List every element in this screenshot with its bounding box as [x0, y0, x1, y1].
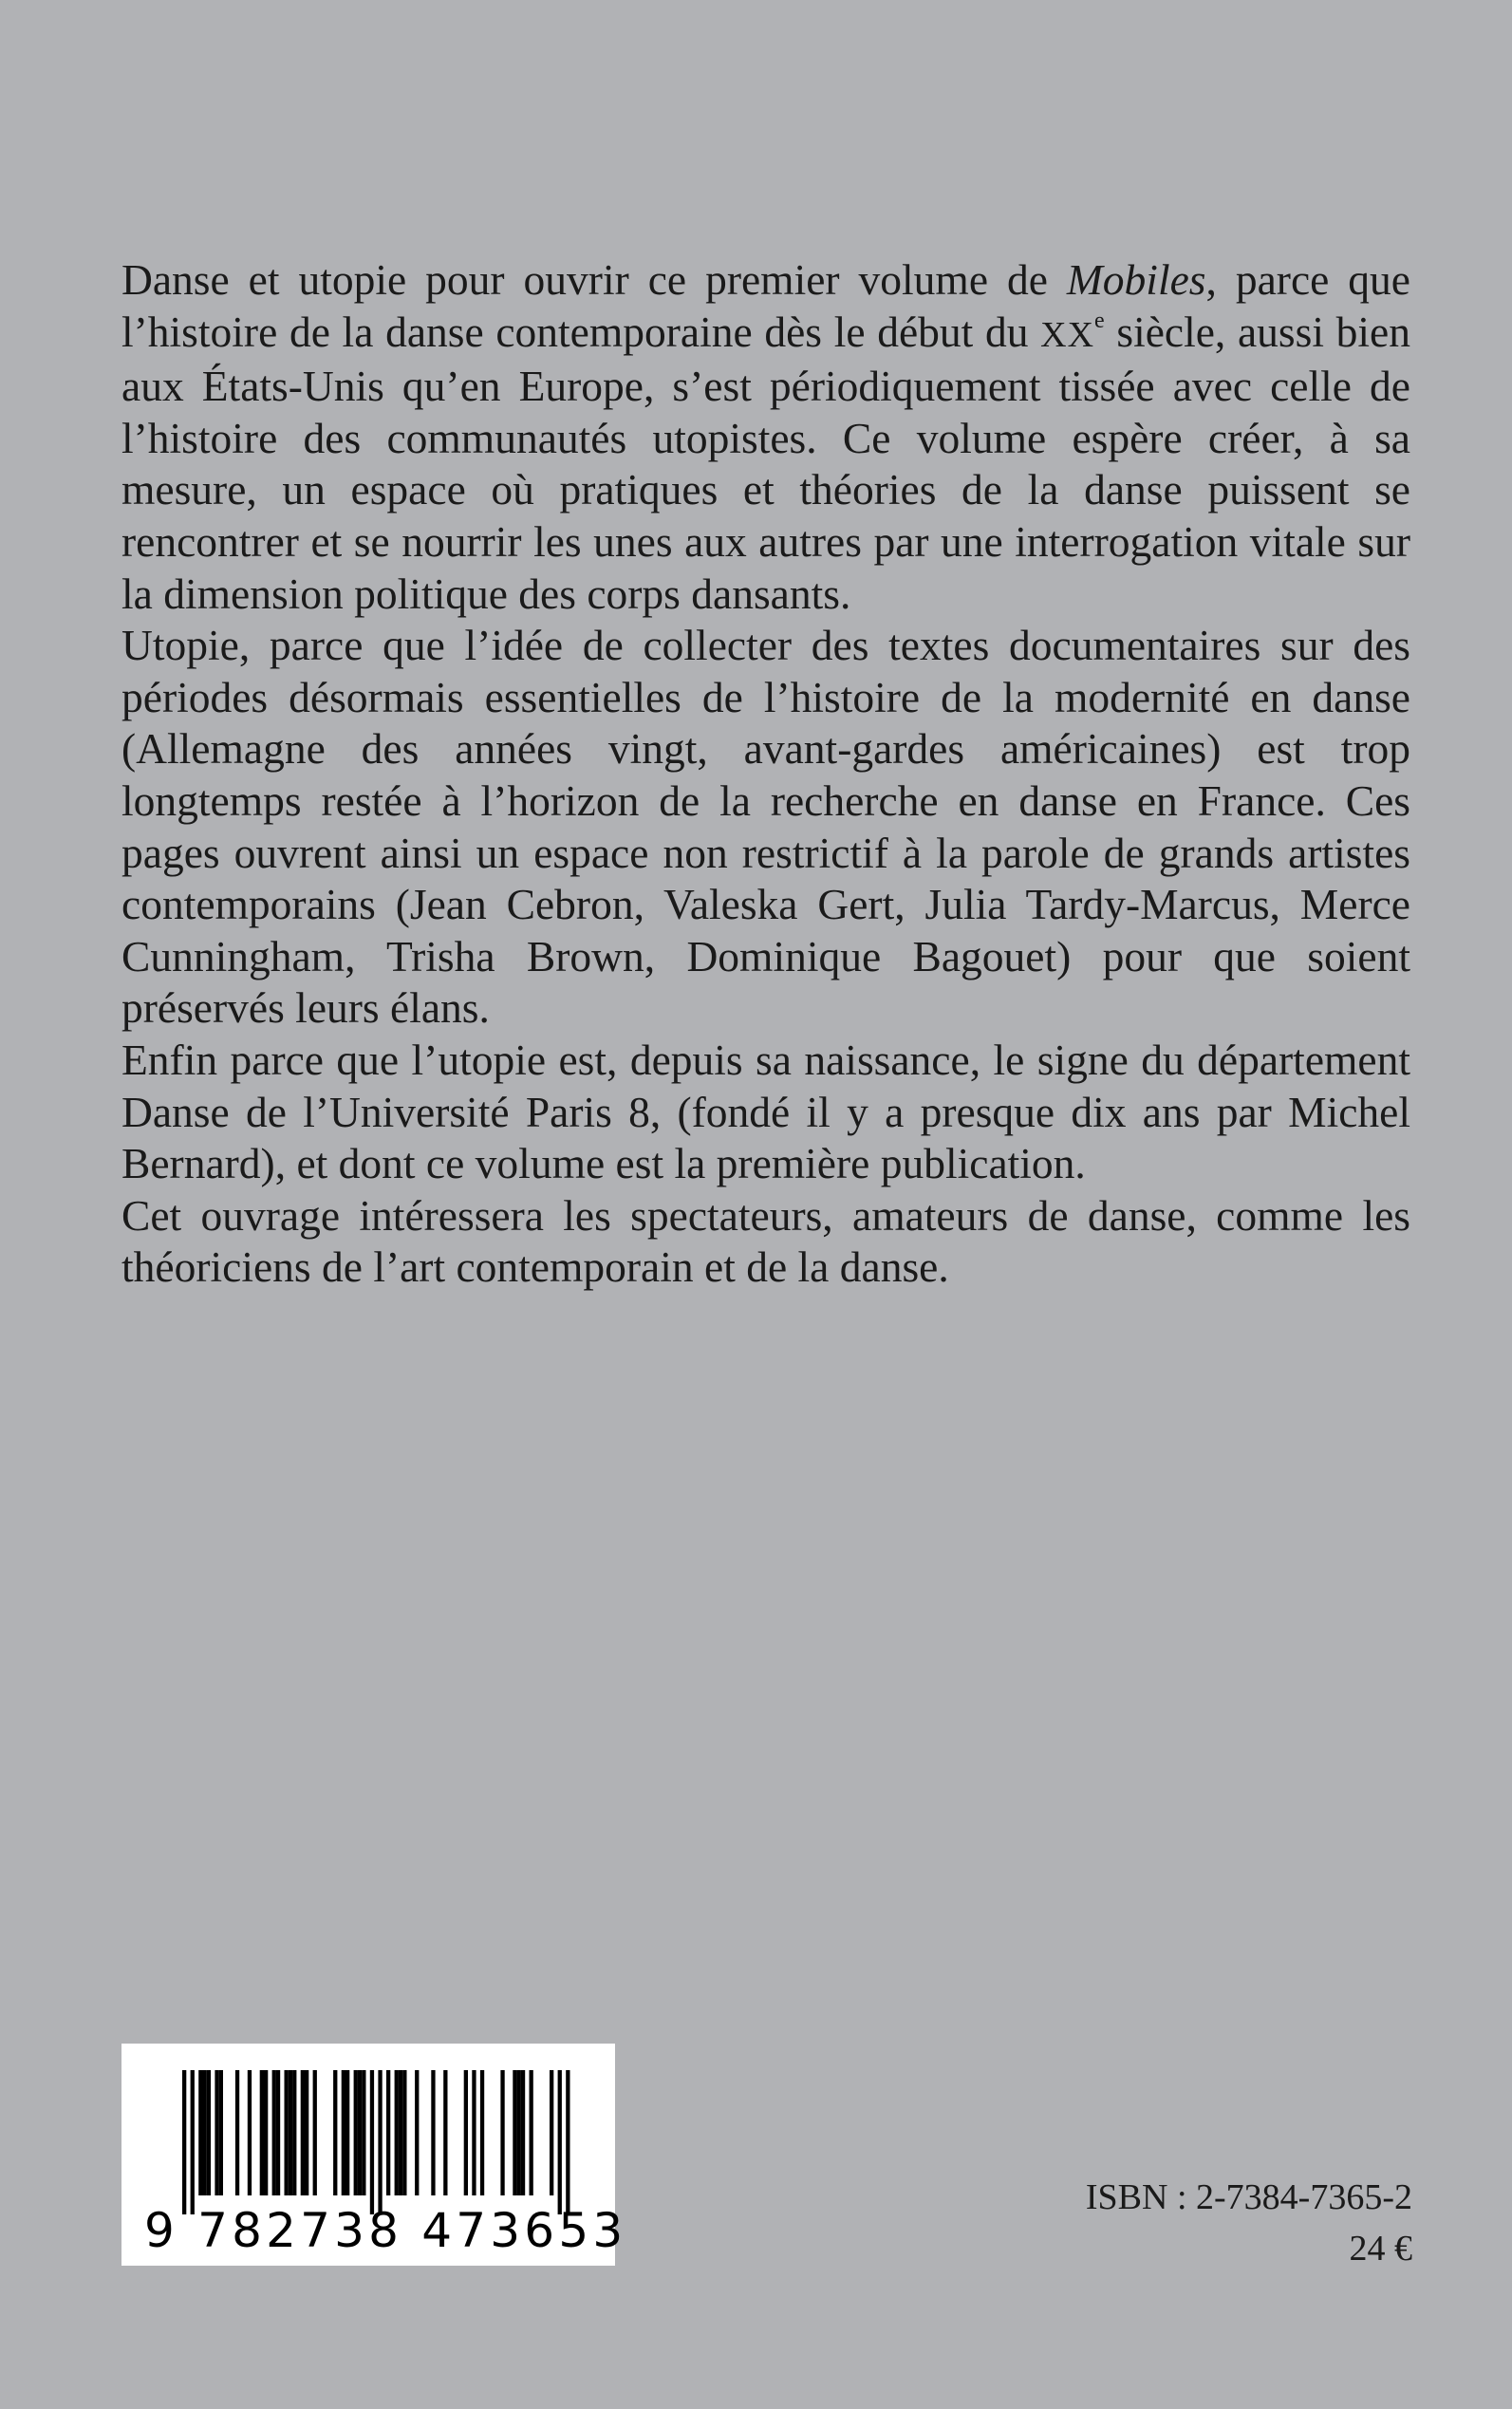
barcode-bar	[301, 2070, 305, 2195]
barcode-bar	[358, 2070, 362, 2195]
barcode-bar	[530, 2070, 533, 2195]
blurb-p1-start: Danse et utopie pour ouvrir ce premier volume de	[121, 255, 1067, 304]
barcode-bar	[399, 2070, 402, 2195]
century-numeral: XX	[1040, 314, 1095, 355]
barcode-bar	[480, 2070, 484, 2195]
barcode-guard-bar	[566, 2070, 569, 2214]
barcode-bar	[362, 2070, 365, 2195]
blurb-text	[121, 254, 1410, 1294]
barcode-bar	[443, 2070, 447, 2195]
barcode-bar	[431, 2070, 435, 2195]
barcode-bar	[248, 2070, 252, 2195]
barcode-bar	[264, 2070, 268, 2195]
barcode-bar	[219, 2070, 223, 2195]
barcode-bar	[215, 2070, 218, 2195]
barcode-bar	[292, 2070, 296, 2195]
blurb-p1-end: siècle, aussi bien aux États-Unis qu’en Europe, s’est périodiquement tissée avec celle de l’histoire des communautés utopistes. Ce volume espère créer, à sa mesure, un espace où pratiques et théories de la danse puissent se rencontrer et se nourrir les unes aux autres par une interrogation vitale sur la dimension politique des corps dansants.	[121, 307, 1410, 618]
barcode-bar	[402, 2070, 406, 2195]
barcode-bar	[521, 2070, 525, 2195]
barcode-bar	[500, 2070, 504, 2195]
barcode-bar	[472, 2070, 476, 2195]
century-superscript: e	[1094, 308, 1105, 333]
blurb-p1-middle: , parce que l’histoire de la danse contemporaine dès le début du	[121, 255, 1411, 356]
journal-title: Mobiles	[1066, 255, 1206, 304]
barcode-bar	[285, 2070, 289, 2195]
barcode-guard-bar	[378, 2070, 382, 2214]
barcode-bar	[207, 2070, 211, 2195]
barcode-bar	[345, 2070, 349, 2195]
barcode-bar	[198, 2070, 202, 2195]
barcode-bar	[342, 2070, 345, 2195]
blurb-paragraph-1	[121, 254, 1410, 620]
barcode-bar	[550, 2070, 553, 2195]
barcode-bar	[333, 2070, 337, 2195]
barcode-digits: 9 782738 473653	[144, 2203, 627, 2258]
barcode	[121, 2044, 627, 2266]
blurb-paragraph-4: Cet ouvrage intéressera les spectateurs, amateurs de danse, comme les théoriciens de l’art contemporain et de la danse.	[121, 1190, 1410, 1292]
barcode-bar	[272, 2070, 276, 2195]
barcode-bar	[513, 2070, 516, 2195]
barcode-bar	[395, 2070, 399, 2195]
barcode-bar	[276, 2070, 280, 2195]
barcode-guard-bar	[558, 2070, 562, 2214]
isbn: ISBN : 2-7384-7365-2	[1085, 2177, 1412, 2217]
barcode-bar	[517, 2070, 521, 2195]
barcode-bar	[386, 2070, 390, 2195]
price: 24 €	[1349, 2229, 1412, 2269]
barcode-bar	[203, 2070, 207, 2195]
barcode-bar	[305, 2070, 308, 2195]
barcode-guard-bar	[191, 2070, 195, 2214]
barcode-guard-bar	[370, 2070, 374, 2214]
barcode-bar	[289, 2070, 292, 2195]
barcode-bar	[415, 2070, 419, 2195]
barcode-bar	[464, 2070, 468, 2195]
barcode-bar	[354, 2070, 358, 2195]
blurb-paragraph-3: Enfin parce que l’utopie est, depuis sa naissance, le signe du département Danse de l’Université Paris 8, (fondé il y a presque dix ans par Michel Bernard), et dont ce volume est la première publication.	[121, 1035, 1410, 1188]
blurb-paragraph-2: Utopie, parce que l’idée de collecter des textes documentaires sur des périodes désormais essentielles de l’histoire de la modernité en danse (Allemagne des années vingt, avant-gardes américaines) est trop longtemps restée à l’horizon de la recherche en danse en France. Ces pages ouvrent ainsi un espace non restrictif à la parole de grands artistes contemporains (Jean Cebron, Valeska Gert, Julia Tardy-Marcus, Merce Cunningham, Trisha Brown, Dominique Bagouet) pour que soient préservés leurs élans.	[121, 621, 1410, 1033]
barcode-bar	[313, 2070, 317, 2195]
barcode-bar	[235, 2070, 239, 2195]
barcode-guard-bar	[182, 2070, 186, 2214]
barcode-bar	[260, 2070, 264, 2195]
